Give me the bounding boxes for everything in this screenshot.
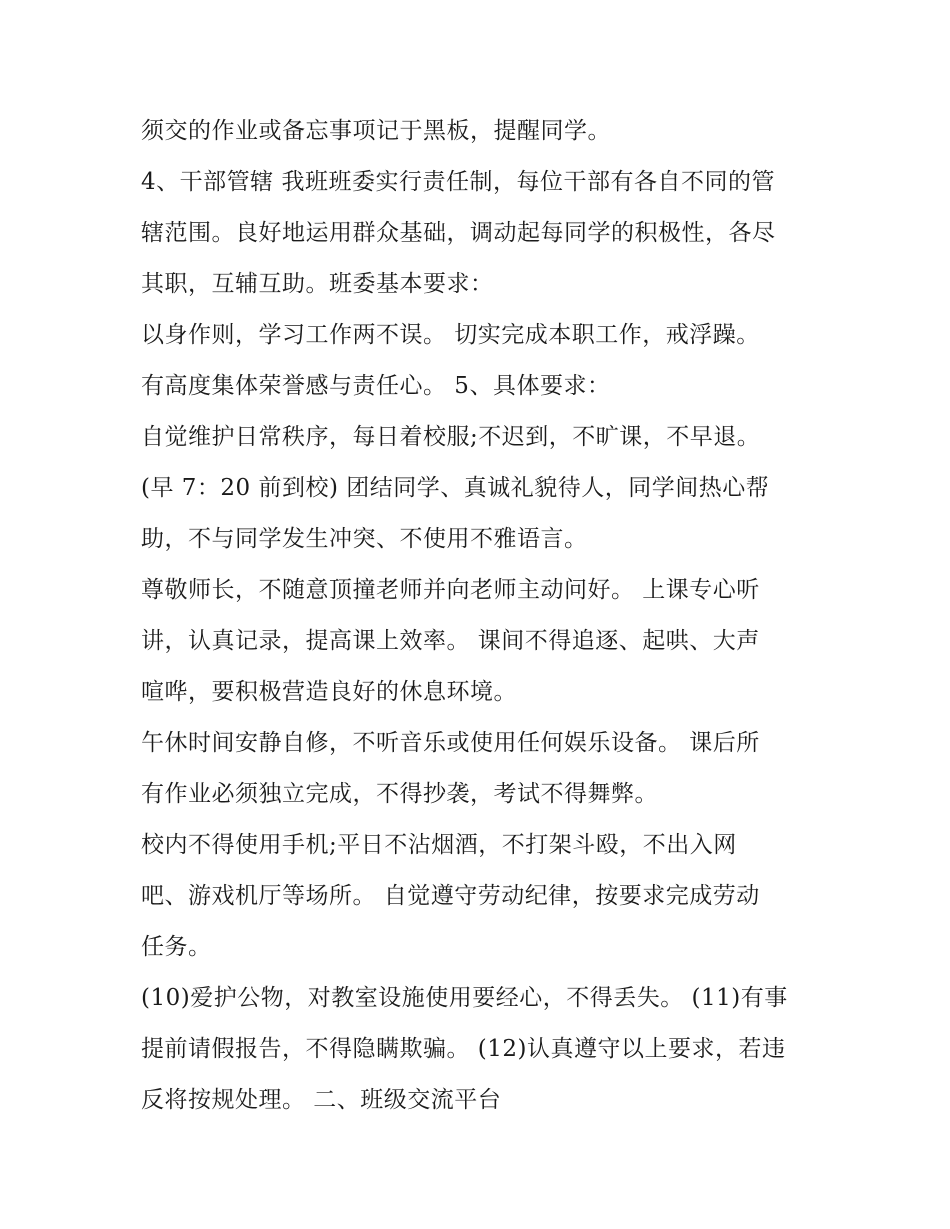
text-line: 有高度集体荣誉感与责任心。 5、具体要求： — [141, 373, 611, 399]
text-line: (早 7：20 前到校) 团结同学、真诚礼貌待人，同学间热心帮 — [141, 475, 770, 501]
text-line: 其职，互辅互助。班委基本要求： — [141, 271, 494, 297]
text-line: 喧哗，要积极营造良好的休息环境。 — [141, 679, 517, 705]
text-line: 以身作则，学习工作两不误。 切实完成本职工作，戒浮躁。 — [141, 322, 760, 348]
text-line: 反将按规处理。 二、班级交流平台 — [141, 1087, 502, 1113]
text-line: 助，不与同学发生冲突、不使用不雅语言。 — [141, 526, 588, 552]
text-line: 须交的作业或备忘事项记于黑板，提醒同学。 — [141, 118, 611, 144]
text-line: 吧、游戏机厅等场所。 自觉遵守劳动纪律，按要求完成劳动 — [141, 883, 760, 909]
text-line: 午休时间安静自修，不听音乐或使用任何娱乐设备。 课后所 — [141, 730, 760, 756]
body-text — [141, 106, 831, 1126]
text-line: 任务。 — [141, 934, 212, 960]
text-line: 辖范围。良好地运用群众基础，调动起每同学的积极性，各尽 — [141, 220, 776, 246]
text-line: 提前请假报告，不得隐瞒欺骗。 (12)认真遵守以上要求，若违 — [141, 1036, 786, 1062]
text-line: 4、干部管辖 我班班委实行责任制，每位干部有各自不同的管 — [141, 169, 775, 195]
text-line: 尊敬师长，不随意顶撞老师并向老师主动问好。 上课专心听 — [141, 577, 760, 603]
text-line: (10)爱护公物，对教室设施使用要经心，不得丢失。 (11)有事 — [141, 985, 788, 1011]
text-line: 有作业必须独立完成，不得抄袭，考试不得舞弊。 — [141, 781, 658, 807]
text-line: 自觉维护日常秩序，每日着校服;不迟到，不旷课，不早退。 — [141, 424, 761, 450]
text-line: 校内不得使用手机;平日不沾烟酒，不打架斗殴，不出入网 — [141, 832, 737, 858]
text-line: 讲，认真记录，提高课上效率。 课间不得追逐、起哄、大声 — [141, 628, 760, 654]
